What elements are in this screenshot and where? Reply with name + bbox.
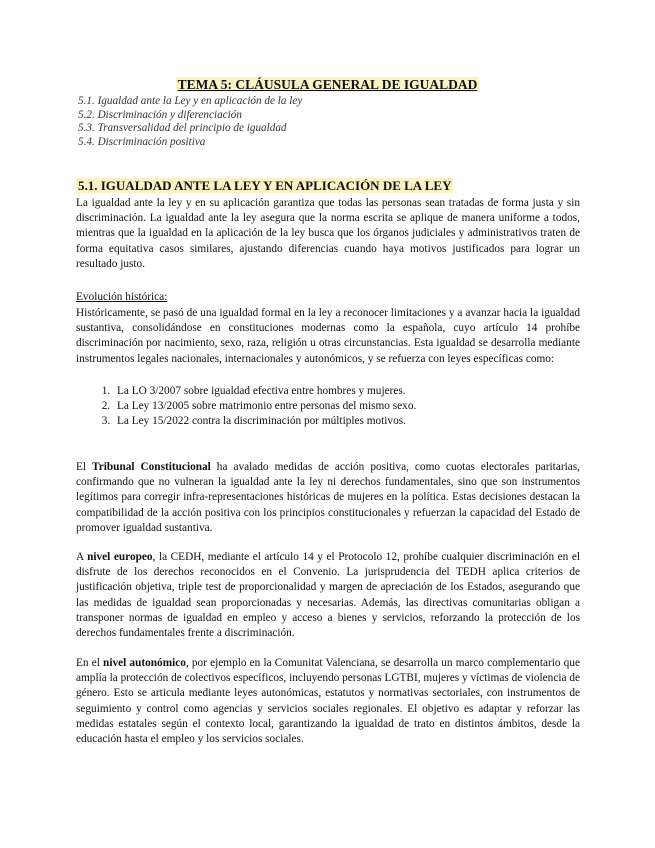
toc-item: 5.3. Transversalidad del principio de igualdad: [78, 122, 287, 134]
laws-list: [95, 384, 593, 430]
toc-item: 5.4. Discriminación positiva: [78, 135, 206, 148]
bold-term: nivel autonómico: [103, 657, 186, 669]
section-heading: 5.1. IGUALDAD ANTE LA LEY Y EN APLICACIÓN DE LA LEY: [78, 178, 452, 193]
list-item: 2. La Ley 13/2005 sobre matrimonio entre personas del mismo sexo.: [113, 399, 593, 414]
tc-paragraph: El Tribunal Constitucional ha avalado medidas de acción positiva, como cuotas electorales paritarias, confirmando que no vulneran la igualdad ante la ley ni derechos fundamentales, sino que son instrumentos legítimos para corregir infra-representaciones históricas de mujeres en la política. Estas decisiones destacan la compatibilidad de la acción positiva con los principios constitucionales y refuerzan la capacidad del Estado de promover igualdad sustantiva.: [76, 461, 580, 534]
table-of-contents: [78, 95, 302, 149]
eu-paragraph: A nivel europeo, la CEDH, mediante el artículo 14 y el Protocolo 12, prohíbe cualquier discriminación en el disfrute de los derechos reconocidos en el Convenio. La jurisprudencia del TEDH aplica criterios de justificación objetiva, triple test de proporcionalidad y margen de apreciación de los Estados, asegurando que las medidas de igualdad sean proporcionadas y necesarias. Además, las directivas comunitarias obligan a transponer normas de igualdad en empleo y acceso a bienes y servicios, reforzando la protección de los derechos fundamentales frente a discriminación.: [76, 551, 581, 640]
list-item: 3. La Ley 15/2022 contra la discriminación por múltiples motivos.: [113, 414, 593, 429]
document-title: TEMA 5: CLÁUSULA GENERAL DE IGUALDAD: [177, 77, 478, 92]
intro-paragraph: La igualdad ante la ley y en su aplicación garantiza que todas las personas sean tratadas de forma justa y sin discriminación. La igualdad ante la ley asegura que la norma escrita se aplique de manera uniforme a todos, mientras que la igualdad en la aplicación de la ley busca que los órganos judiciales y administrativos traten de forma equitativa casos similares, ajustando diferencias cuando haya motivos justificados para lograr un resultado justo.: [76, 197, 580, 270]
auto-paragraph: En el nivel autonómico, por ejemplo en la Comunitat Valenciana, se desarrolla un marco complementario que amplía la protección de colectivos específicos, incluyendo personas LGTBI, mujeres y víctimas de violencia de género. Esto se articula mediante leyes autonómicas, estatutos y normativas sectoriales, con instrumentos de seguimiento y control como agencias y servicios sociales regionales. El objetivo es adaptar y reforzar las medidas estatales según el contexto local, garantizando la igualdad de trato en distintos ámbitos, desde la educación hasta el empleo y los servicios sociales.: [76, 657, 580, 746]
bold-term: Tribunal Constitucional: [92, 461, 211, 473]
history-heading: Evolución histórica:: [76, 291, 168, 303]
list-item: 1. La LO 3/2007 sobre igualdad efectiva entre hombres y mujeres.: [113, 384, 593, 399]
toc-item: 5.1. Igualdad ante la Ley y en aplicación de la ley: [78, 95, 303, 107]
history-paragraph: Históricamente, se pasó de una igualdad formal en la ley a reconocer limitaciones y a avanzar hacia la igualdad sustantiva, consolidándose en constituciones modernas como la española, cuyo artículo 14 prohíbe discriminación por nacimiento, sexo, raza, religión u otras circunstancias. Esta igualdad se desarrolla mediante instrumentos legales nacionales, internacionales y autonómicos, y se refuerza con leyes específicas como:: [76, 307, 580, 365]
bold-term: nivel europeo: [87, 551, 153, 563]
toc-item: 5.2. Discriminación y diferenciación: [78, 108, 242, 121]
